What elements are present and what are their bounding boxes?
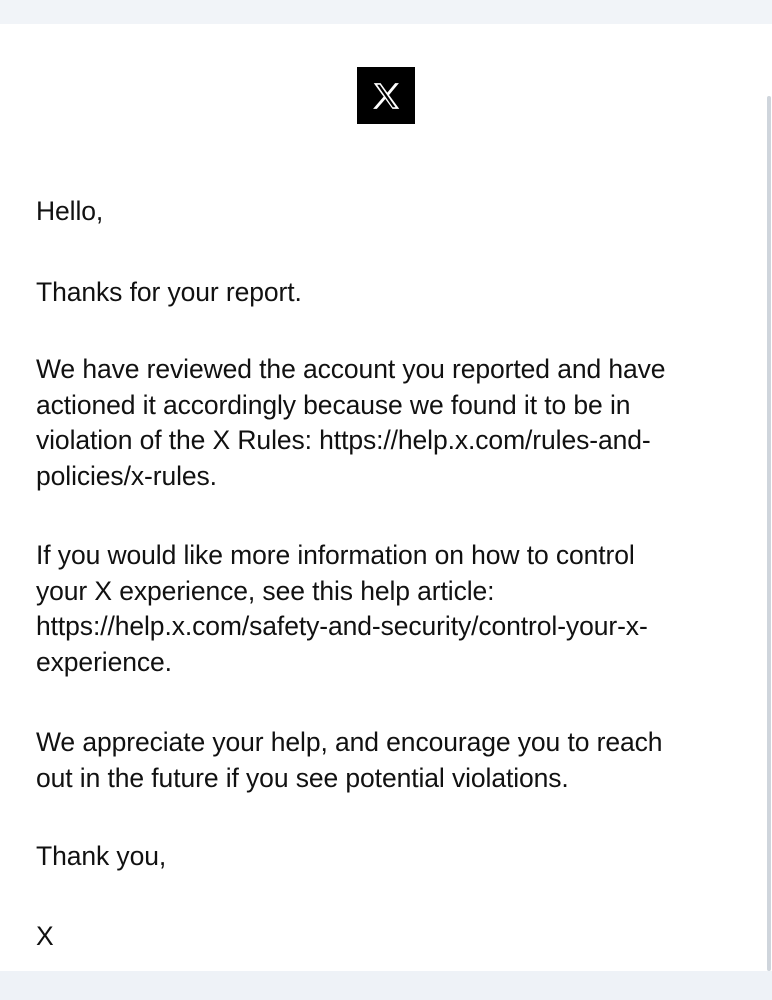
review-paragraph: We have reviewed the account you reported and have actioned it accordingly because we found it to be in violation of the X Rules: https://help.x.com/rules-and- policies/x-rules. (36, 354, 666, 491)
top-background (0, 0, 772, 24)
thanks-line: Thanks for your report. (36, 277, 302, 307)
x-logo-icon (369, 79, 403, 113)
closing-line: Thank you, (36, 841, 167, 871)
appreciation-paragraph: We appreciate your help, and encourage you to reach out in the future if you see potential violations. (36, 727, 663, 793)
x-logo (357, 67, 415, 124)
scrollbar[interactable] (766, 96, 772, 971)
scrollbar-thumb[interactable] (767, 96, 771, 971)
signature: X (36, 921, 54, 951)
help-article-paragraph: If you would like more information on how to control your X experience, see this help article: https://help.x.com/safety-and-security/control-your-x- experience. (36, 540, 648, 677)
greeting: Hello, (36, 196, 104, 226)
bottom-background (0, 971, 772, 1000)
email-message-card (0, 24, 772, 971)
